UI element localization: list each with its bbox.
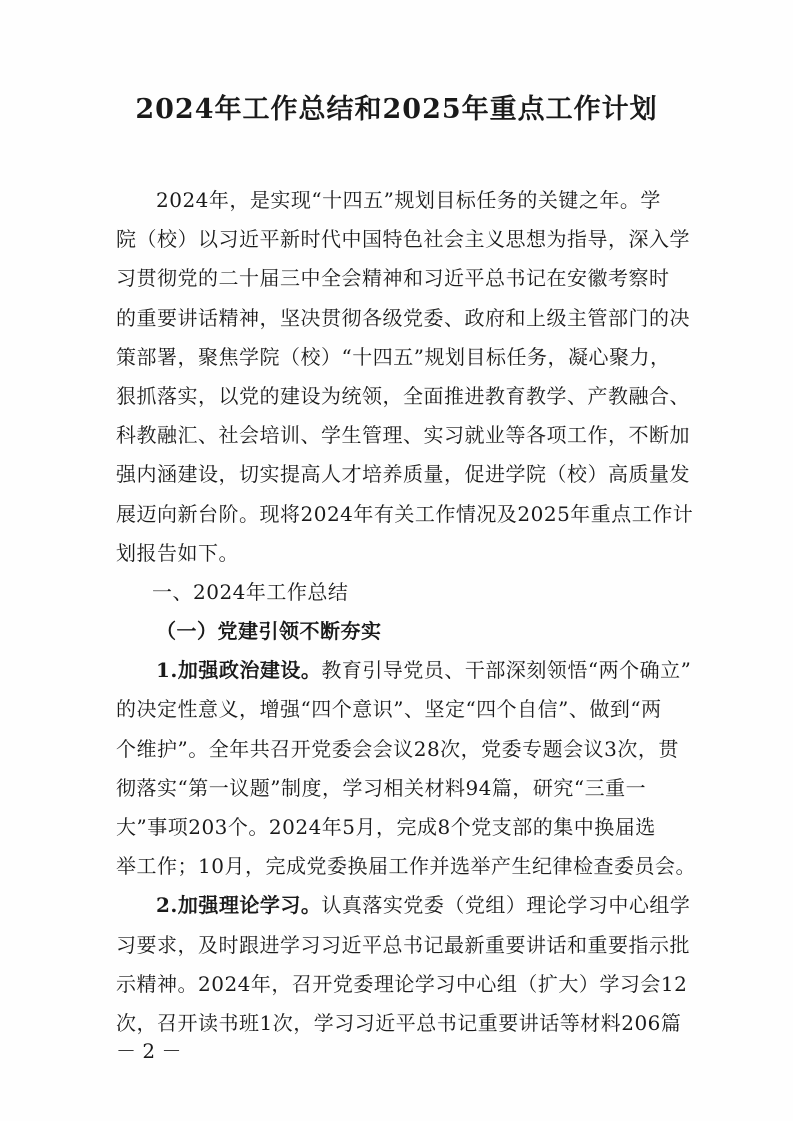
paragraph-line: 科教融汇、社会培训、学生管理、实习就业等各项工作，不断加 [116, 423, 690, 448]
paragraph-line: 习要求，及时跟进学习习近平总书记最新重要讲话和重要指示批 [116, 932, 690, 957]
item-first-line [116, 651, 692, 690]
paragraph-line: 示精神。2024年，召开党委理论学习中心组（扩大）学习会12 [116, 971, 688, 996]
paragraph-line: 狠抓落实，以党的建设为统领，全面推进教育教学、产教融合、 [116, 383, 690, 408]
paragraph-line: 习贯彻党的二十届三中全会精神和习近平总书记在安徽考察时 [116, 266, 670, 291]
section-heading: 一、2024年工作总结 [152, 579, 349, 604]
paragraph-line: 强内涵建设，切实提高人才培养质量，促进学院（校）高质量发 [116, 462, 690, 487]
item-text: 教育引导党员、干部深刻领悟“两个确立” [321, 658, 692, 683]
document-title: 2024年工作总结和2025年重点工作计划 [135, 94, 658, 125]
page-number: － 2 － [116, 1039, 182, 1063]
paragraph-line: 策部署，聚焦学院（校）“十四五”规划目标任务，凝心聚力， [116, 344, 671, 369]
paragraph-line: 展迈向新台阶。现将2024年有关工作情况及2025年重点工作计 [116, 501, 694, 526]
paragraph-line: 举工作；10月，完成党委换届工作并选举产生纪律检查委员会。 [116, 854, 696, 879]
paragraph-line: 的重要讲话精神，坚决贯彻各级党委、政府和上级主管部门的决 [116, 305, 690, 330]
paragraph-line: 个维护”。全年共召开党委会会议28次，党委专题会议3次，贯 [116, 736, 679, 761]
paragraph-line: 划报告如下。 [116, 540, 239, 565]
paragraph-line: 院（校）以习近平新时代中国特色社会主义思想为指导，深入学 [116, 227, 690, 252]
paragraph-line: 彻落实“第一议题”制度，学习相关材料94篇，研究“三重一 [116, 775, 647, 800]
item-heading: 1.加强政治建设。 [156, 658, 322, 683]
item-text: 认真落实党委（党组）理论学习中心组学 [321, 893, 691, 918]
paragraph-line: 的决定性意义，增强“四个意识”、坚定“四个自信”、做到“两 [116, 697, 662, 722]
paragraph-line: 2024年，是实现“十四五”规划目标任务的关键之年。学 [156, 188, 661, 212]
document-body [116, 181, 696, 1043]
item-first-line [116, 886, 691, 925]
paragraph-line: 次，召开读书班1次，学习习近平总书记重要讲话等材料206篇 [116, 1010, 682, 1035]
item-heading: 2.加强理论学习。 [156, 893, 322, 918]
subsection-heading: （一）党建引领不断夯实 [156, 619, 382, 644]
paragraph-line: 大”事项203个。2024年5月，完成8个党支部的集中换届选 [116, 815, 656, 839]
